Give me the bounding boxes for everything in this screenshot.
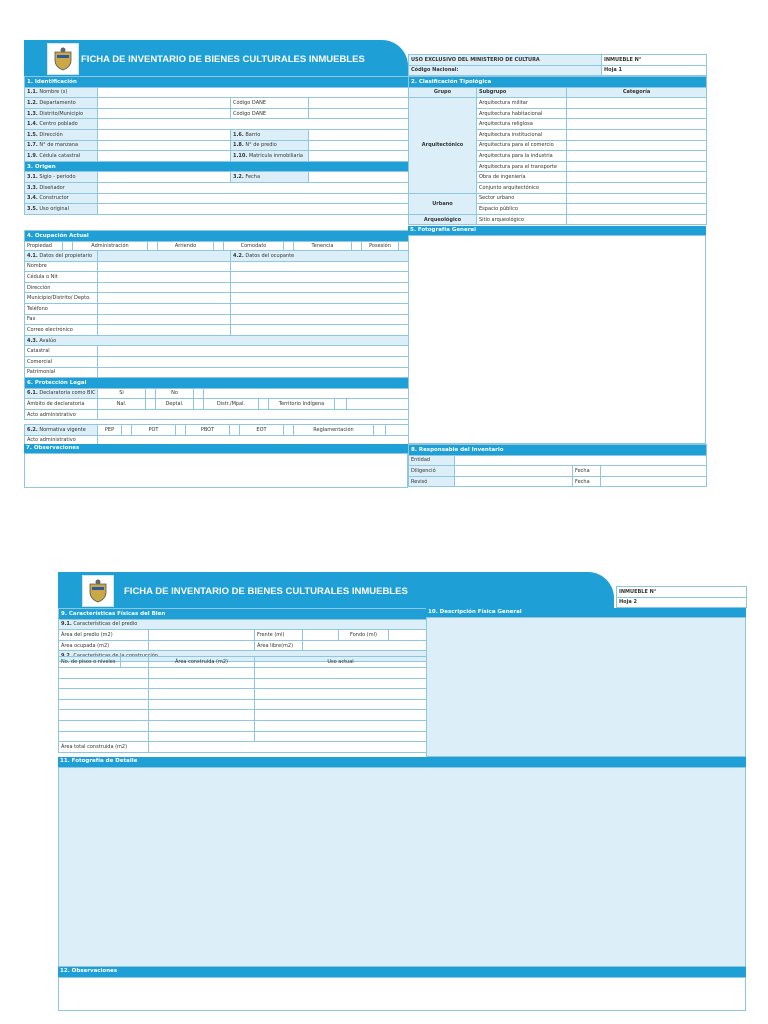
reglamentacion-checkbox[interactable] [374,425,386,436]
reviso-field[interactable] [455,476,573,487]
ambito-indigena-checkbox[interactable] [335,399,347,410]
section-11-title: 11. Fotografía de Detalle [58,757,746,767]
categoria-conjunto[interactable] [567,182,707,193]
distrito-field[interactable] [98,108,231,119]
construccion-row-4-area[interactable] [149,699,255,710]
construccion-row-2-pisos[interactable] [59,678,149,689]
ocupante-nombre[interactable] [231,261,409,272]
section-3-title: 3. Origen [25,161,409,172]
ocupacion-data-table: 4.1. Datos del propietario 4.2. Datos del ocupante Nombre Cédula o Nit Dirección Municipio/Distrito/ Depto. Teléfono Fax Correo electrónico 4.3. Avalúo Catastral Comercial Patrimonial [24,250,409,378]
proteccion-legal-table: 6. Protección Legal 6.1. Declaratoria como BIC Si No Ámbito de declaratoria Nal. Deptal. Distr./Mpal. Territorio Indígena Acto administrativo [24,377,409,420]
propietario-cedula[interactable] [98,272,231,283]
ocupante-telefono[interactable] [231,303,409,314]
categoria-institucional[interactable] [567,129,707,140]
fecha-origen-field[interactable] [309,172,409,183]
fotografia-detalle-area[interactable] [58,767,746,967]
construccion-row-5-area[interactable] [149,710,255,721]
construccion-table: No. de pisos o niveles Área construida (m2) Uso actual Área total construida (m2) [58,656,427,753]
sheet2-title: FICHA DE INVENTARIO DE BIENES CULTURALES INMUEBLES [124,586,408,597]
ocupante-fax[interactable] [231,314,409,325]
construccion-row-2-uso[interactable] [255,678,427,689]
disenador-field[interactable] [98,182,409,193]
bic-si-checkbox[interactable] [146,388,156,399]
categoria-sitio-arqueologico[interactable] [567,214,707,225]
construccion-row-6-pisos[interactable] [59,720,149,731]
construccion-row-1-pisos[interactable] [59,667,149,678]
construccion-row-3-pisos[interactable] [59,689,149,700]
construccion-row-1-area[interactable] [149,667,255,678]
section-9-title: 9. Características Físicas del Bien [59,609,427,620]
categoria-sector-urbano[interactable] [567,193,707,204]
constructor-field[interactable] [98,193,409,204]
construccion-row-6-uso[interactable] [255,720,427,731]
coat-of-arms-logo [47,43,79,75]
propietario-direccion[interactable] [98,282,231,293]
ambito-distr-checkbox[interactable] [259,399,269,410]
construccion-row-7-area[interactable] [149,731,255,742]
observaciones-area-2[interactable] [58,977,746,1011]
fecha-diligencio-field[interactable] [601,466,707,477]
categoria-comercio[interactable] [567,140,707,151]
acto-administrativo-field[interactable] [98,409,409,420]
coat-of-arms-logo [82,575,114,607]
pbot-checkbox[interactable] [230,425,240,436]
section-5-title: 5. Fotografía General [408,226,706,235]
ocupacion-options-table: 4. Ocupación Actual Propiedad Administración Arriendo Comodato Tenencia Posesión [24,230,409,252]
codigo-dane-field[interactable] [309,98,409,109]
pisos-field[interactable] [121,657,149,668]
avaluo-catastral-field[interactable] [98,346,409,357]
construccion-row-2-area[interactable] [149,678,255,689]
construccion-row-5-uso[interactable] [255,710,427,721]
area-predio-field[interactable] [149,630,255,641]
section-2-title: 2. Clasificación Tipológica [409,77,707,88]
categoria-industria[interactable] [567,151,707,162]
uso-original-field[interactable] [98,204,409,215]
ministry-table: USO EXCLUSIVO DEL MINISTERIO DE CULTURA INMUEBLE N° Código Nacional: Hoja 1 [408,54,707,76]
sheet1-title: FICHA DE INVENTARIO DE BIENES CULTURALES INMUEBLES [81,54,365,65]
fecha-reviso-field[interactable] [601,476,707,487]
sheet-2 [58,572,746,1012]
sheet2-id-table: INMUEBLE N° Hoja 2 [616,586,747,608]
ambito-deptal-checkbox[interactable] [194,399,204,410]
area-libre-field[interactable] [303,640,427,651]
manzana-field[interactable] [98,140,231,151]
identification-table: 1. Identificación 1.1. Nombre (s) 1.2. Departamento Código DANE 1.3. Distrito/Municipio Código DANE 1.4. Centro poblado 1.5. Dirección 1.6. Barrio 1.7. N° de manzana 1.8. N° de predio 1.9. Cédula catastral 1.10. Matrícula inmobiliaria 3. Origen 3.1. Siglo - periodo 3.2. Fecha 3.3. Diseñador 3.4. Constructor 3.5. Uso original [24,76,409,215]
predio-field[interactable] [309,140,409,151]
normativa-table: 6.2. Normativa vigente PEP POT PBOT EOT Reglamentación Acto administrativo [24,424,409,446]
ocupante-correo[interactable] [231,325,409,336]
matricula-field[interactable] [309,151,409,162]
cedula-field[interactable] [98,151,231,162]
barrio-field[interactable] [309,129,409,140]
responsable-table: 8. Responsable del Inventario Entidad Diligenció Fecha Revisó Fecha [408,444,707,487]
section-12-title: 12. Observaciones [58,967,746,977]
construccion-row-1-uso[interactable] [255,667,427,678]
construccion-row-4-uso[interactable] [255,699,427,710]
section-10-title: 10. Descripción Física General [426,608,746,617]
categoria-religiosa[interactable] [567,119,707,130]
construccion-row-7-uso[interactable] [255,731,427,742]
codigo-dane-field-2[interactable] [309,108,409,119]
ambito-nal-checkbox[interactable] [146,399,156,410]
observaciones-area[interactable] [24,453,408,488]
clasificacion-table: 2. Clasificación Tipológica Grupo Subgrupo Categoría Arquitectónico Arquitectura militar Arquitectura habitacional Arquitectura religiosa Arquitectura institucional Arquitectura para el comercio Arquitectura para la industria Arquitectura para el transporte Obra de ingeniería Conjunto arquitectónico Urbano Sector urbano Espacio público Arqueológico Sitio arqueológico [408,76,707,225]
categoria-militar[interactable] [567,98,707,109]
construccion-row-3-area[interactable] [149,689,255,700]
bic-no-checkbox[interactable] [194,388,204,399]
siglo-field[interactable] [98,172,231,183]
direccion-field[interactable] [98,129,231,140]
nombre-field[interactable] [98,87,409,98]
section-8-title: 8. Responsable del Inventario [409,445,707,456]
categoria-habitacional[interactable] [567,108,707,119]
propietario-nombre[interactable] [98,261,231,272]
caracteristicas-table: 9. Características Físicas del Bien 9.1. Características del predio Área del predio (m2) Frente (ml) Fondo (ml) Área ocupada (m2) Área libre(m2) 9.2. Características de la construcción [58,608,427,662]
section-1-title: 1. Identificación [25,77,409,88]
sheet-1 [24,40,706,490]
section-6-title: 6. Protección Legal [25,378,409,389]
area-ocupada-field[interactable] [149,640,255,651]
construccion-row-7-pisos[interactable] [59,731,149,742]
propietario-telefono[interactable] [98,303,231,314]
categoria-ingenieria[interactable] [567,172,707,183]
entidad-field[interactable] [455,455,707,466]
construccion-row-3-uso[interactable] [255,689,427,700]
pep-checkbox[interactable] [122,425,132,436]
ocupante-cedula[interactable] [231,272,409,283]
construccion-row-6-area[interactable] [149,720,255,731]
descripcion-fisica-area[interactable] [426,617,746,757]
categoria-espacio-publico[interactable] [567,204,707,215]
avaluo-comercial-field[interactable] [98,356,409,367]
categoria-transporte[interactable] [567,161,707,172]
area-total-field[interactable] [149,742,427,753]
fotografia-general-area[interactable] [408,235,706,444]
propietario-municipio[interactable] [98,293,231,304]
frente-field[interactable] [303,630,339,641]
centro-poblado-field[interactable] [98,119,409,130]
ocupante-direccion[interactable] [231,282,409,293]
fondo-field[interactable] [389,630,427,641]
construccion-row-5-pisos[interactable] [59,710,149,721]
section-4-title: 4. Ocupación Actual [25,231,409,242]
diligencio-field[interactable] [455,466,573,477]
eot-checkbox[interactable] [284,425,294,436]
construccion-row-4-pisos[interactable] [59,699,149,710]
section-7-title: 7. Observaciones [24,444,408,453]
propietario-correo[interactable] [98,325,231,336]
departamento-field[interactable] [98,98,231,109]
propietario-fax[interactable] [98,314,231,325]
pot-checkbox[interactable] [176,425,186,436]
ocupante-municipio[interactable] [231,293,409,304]
